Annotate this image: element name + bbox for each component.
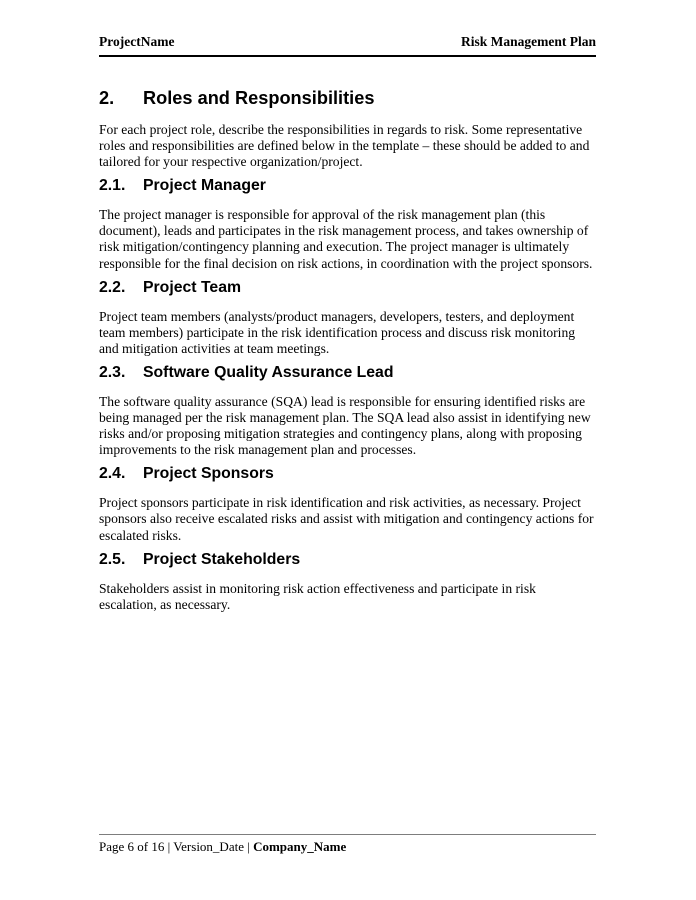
section-2-3-paragraph: The software quality assurance (SQA) lead is responsible for ensuring identified risks are being managed per the risk management plan. The SQA lead also assist in identifying new risks and/or proposing mitigation strategies and contingency plans, along with proposing improvements to the risk management plan and processes. [99,393,591,458]
header-document-title: Risk Management Plan [461,34,596,49]
section-2-paragraph: For each project role, describe the responsibilities in regards to risk. Some representative roles and responsibilities are defined below in the template – these should be added to and tailored for your respective organization/project. [99,122,590,170]
section-heading-2-1 [99,177,596,195]
page-footer [99,834,596,854]
section-2-4-paragraph: Project sponsors participate in risk identification and risk activities, as necessary. Project sponsors also receive escalated risks and assist with mitigation and contingency actions for escalated risks. [99,495,594,543]
section-heading-2-3 [99,364,596,382]
section-title: Project Team [143,278,242,296]
section-number: 2.5. [99,550,126,568]
section-number: 2.4. [99,465,126,483]
footer-page-version-text: Page 6 of 16 | Version_Date | [99,839,254,854]
section-number: 2.1. [99,177,126,195]
section-number: 2. [99,88,115,108]
section-title: Project Sponsors [143,465,274,483]
section-heading-2-4 [99,465,596,483]
section-2-1-paragraph: The project manager is responsible for approval of the risk management plan (this document), leads and participates in the risk management process, and takes ownership of risk mitigation/contingency planning and execution. The project manager is ultimately responsible for the final decision on risk actions, in coordination with the project sponsors. [99,207,593,271]
section-title: Software Quality Assurance Lead [143,363,394,381]
section-title: Roles and Responsibilities [143,88,375,108]
section-heading-2-2 [99,279,596,297]
page-header [99,34,596,57]
section-title: Project Manager [143,177,266,195]
section-title: Project Stakeholders [143,550,301,568]
footer-company-name: Company_Name [253,839,347,854]
header-project-name: ProjectName [99,34,175,49]
section-heading-2 [99,88,596,109]
section-2-5-paragraph: Stakeholders assist in monitoring risk action effectiveness and participate in risk escalation, as necessary. [99,580,536,612]
section-number: 2.2. [99,278,126,296]
section-heading-2-5 [99,551,596,569]
section-2-2-paragraph: Project team members (analysts/product managers, developers, testers, and deployment team members) participate in the risk identification process and discuss risk monitoring and mitigation activities at team meetings. [99,308,576,356]
section-number: 2.3. [99,363,126,381]
